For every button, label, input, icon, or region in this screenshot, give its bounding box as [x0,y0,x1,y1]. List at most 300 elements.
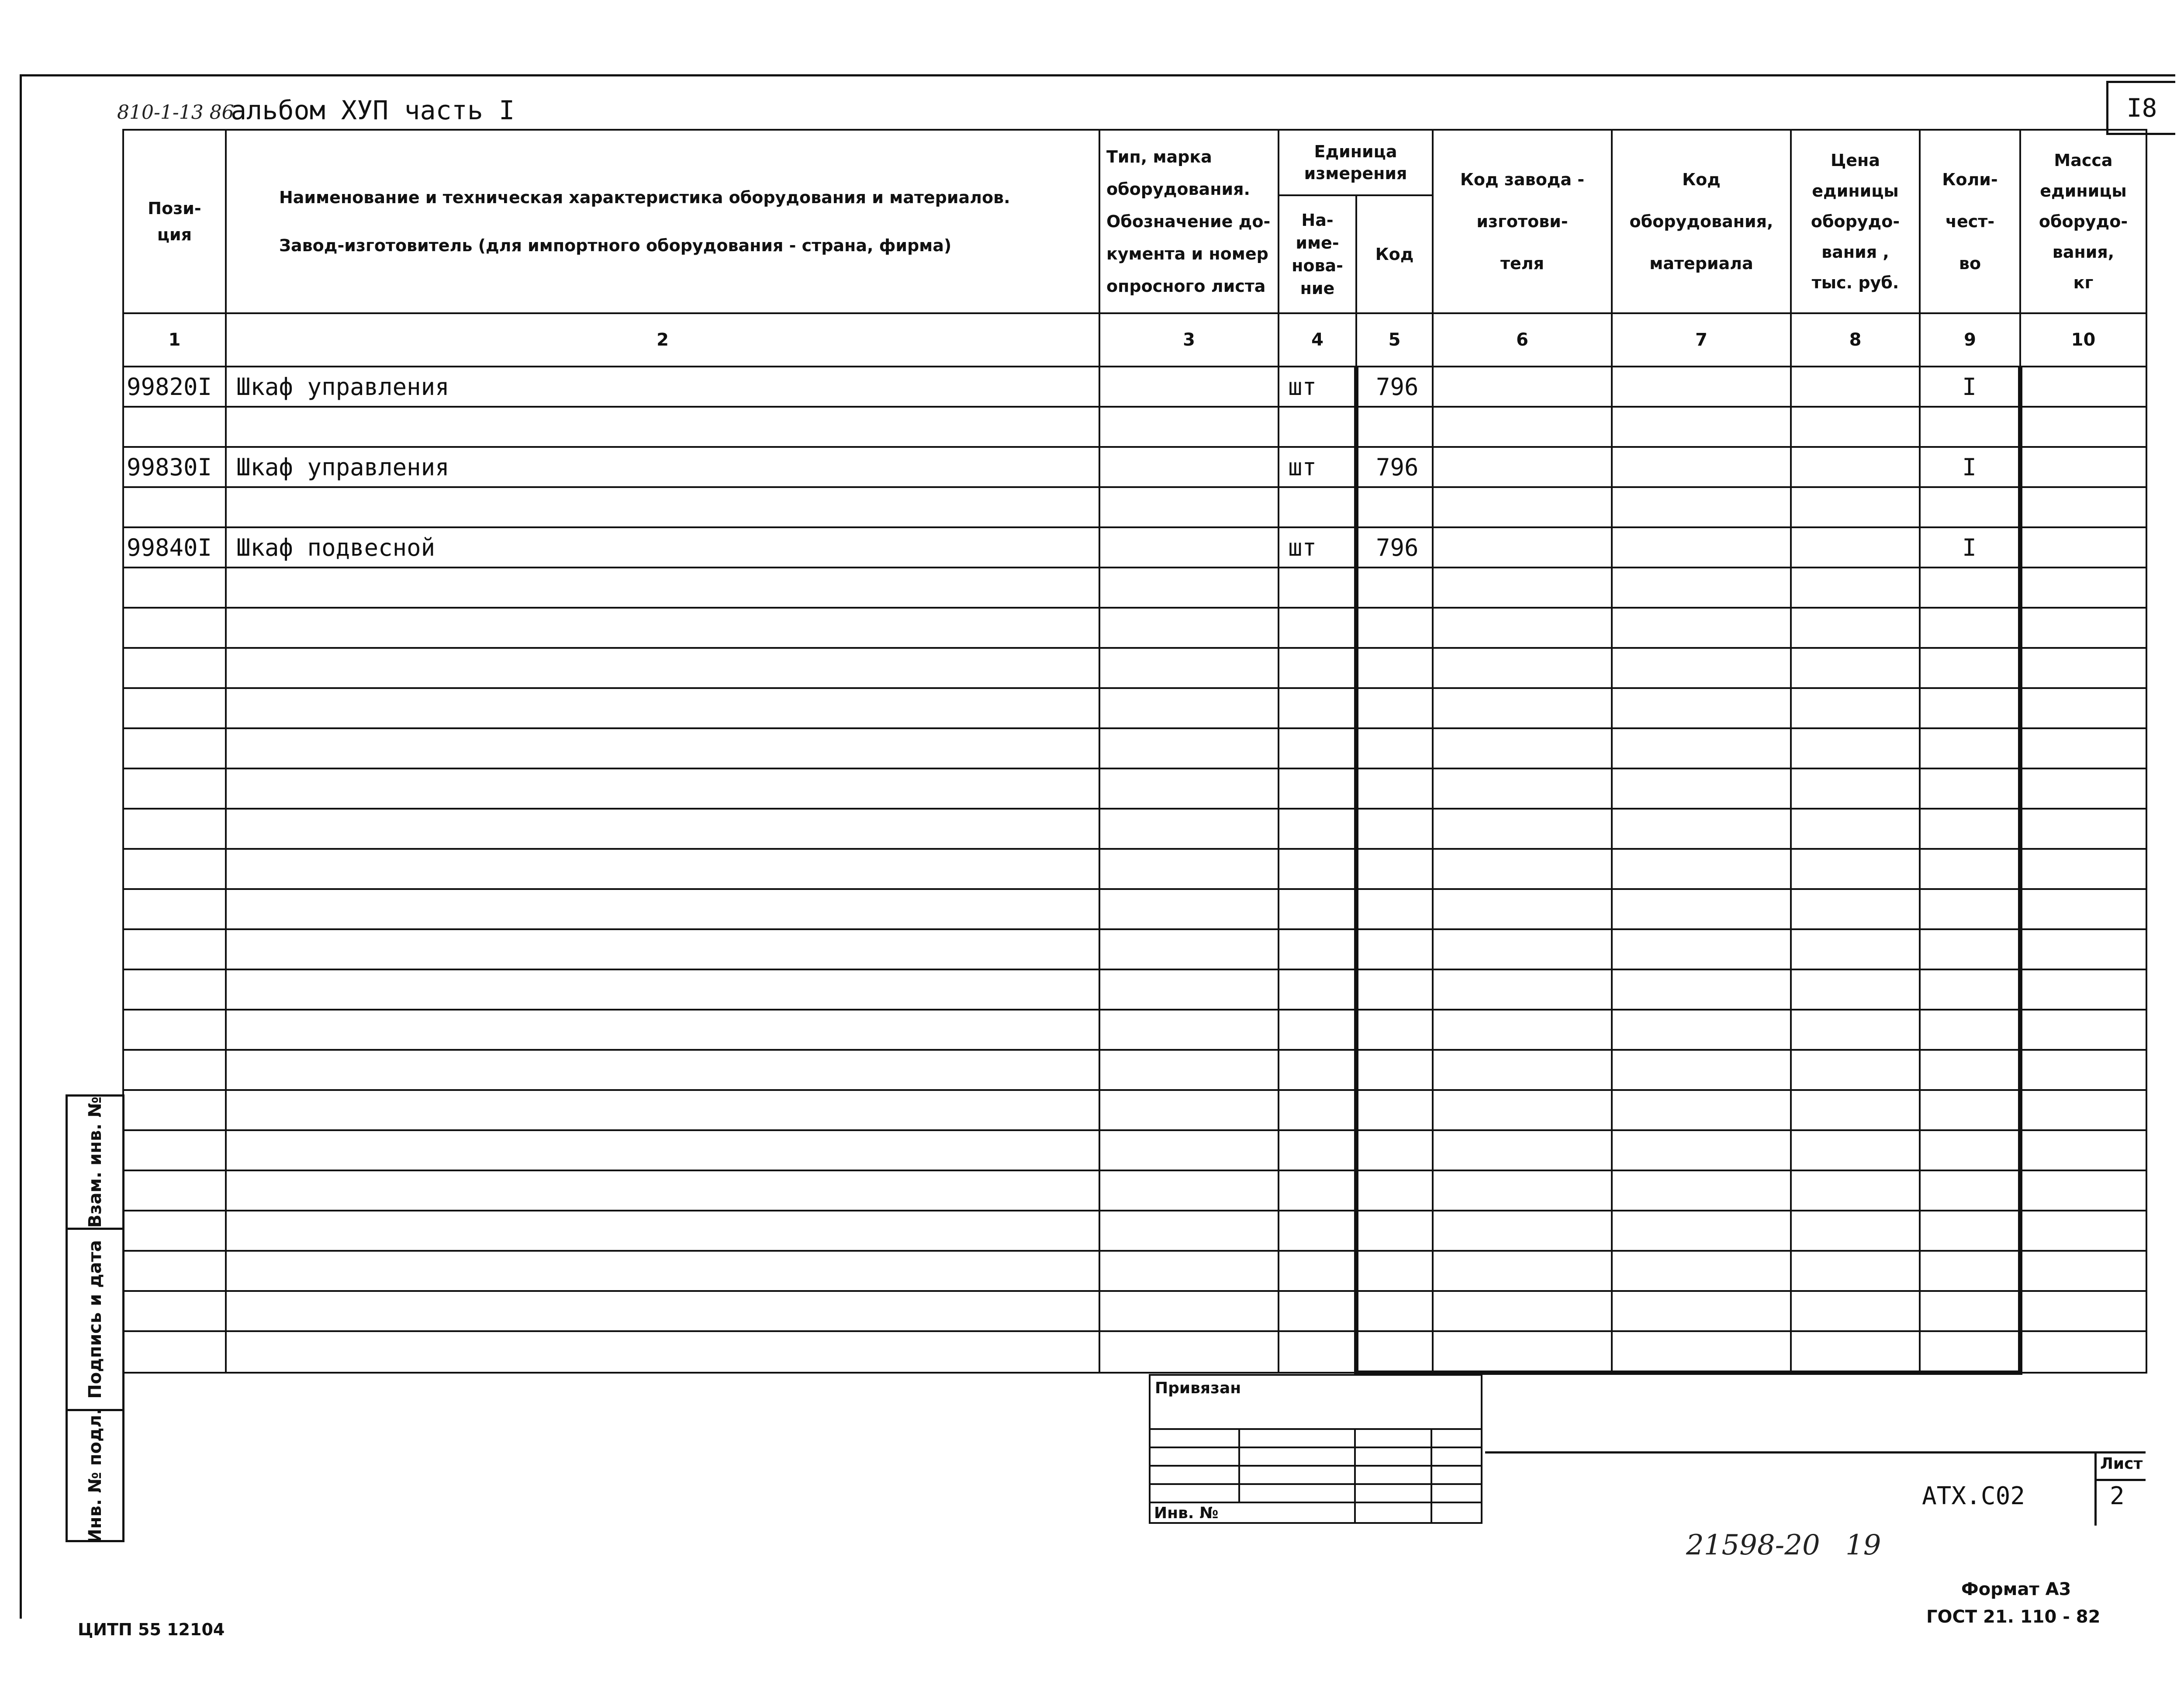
empty-cell [1279,1331,1356,1373]
header-type: Тип, марка оборудования. Обозначение до- кумента и номер опросного листа [1099,130,1279,313]
empty-cell [1356,929,1433,969]
empty-cell [1279,768,1356,809]
empty-cell [1279,568,1356,608]
empty-cell [1099,1010,1279,1050]
empty-cell [1099,1130,1279,1170]
table-row [123,1050,2146,1090]
empty-cell [123,648,226,688]
empty-cell [123,688,226,728]
sheet-cell-divider [2094,1479,2146,1481]
header-unit-code: Код [1356,195,1433,313]
side-stamp-podpis [66,1228,124,1411]
document-designation: АТХ.С02 [1922,1482,2025,1510]
cell-quantity [1920,407,2020,447]
empty-cell [1791,568,1920,608]
empty-cell [1279,1291,1356,1331]
empty-cell [226,648,1099,688]
page-number: I8 [2106,81,2175,135]
header-unit-group: Единица измерения [1279,130,1433,195]
empty-cell [1356,688,1433,728]
cell-factory-code [1433,527,1612,568]
empty-cell [2020,1291,2146,1331]
cell-position: 99840I [123,527,226,568]
empty-cell [2020,648,2146,688]
empty-cell [1099,929,1279,969]
empty-cell [1279,608,1356,648]
empty-cell [1279,1211,1356,1251]
empty-cell [2020,1251,2146,1291]
empty-cell [1356,1291,1433,1331]
empty-cell [2020,1050,2146,1090]
column-number: 10 [2020,313,2146,367]
empty-cell [1356,969,1433,1010]
empty-cell [123,1291,226,1331]
cell-name: Шкаф подвесной [226,527,1099,568]
empty-cell [226,1211,1099,1251]
empty-cell [226,768,1099,809]
empty-cell [1920,849,2020,889]
empty-cell [226,1130,1099,1170]
empty-cell [226,929,1099,969]
handwritten-reference: 810-1-13 86 [117,101,234,124]
empty-cell [1356,1331,1433,1373]
table-row [123,728,2146,768]
table-row [123,367,2146,407]
empty-cell [1433,1211,1612,1251]
empty-cell [1099,1170,1279,1211]
empty-cell [1920,1291,2020,1331]
empty-cell [1433,688,1612,728]
stamp-row [1150,1429,1482,1447]
empty-cell [2020,1130,2146,1170]
empty-cell [2020,568,2146,608]
empty-cell [1099,768,1279,809]
header-name-line1: Наименование и техническая характеристика оборудования и материалов. [279,188,1010,207]
empty-cell [2020,1010,2146,1050]
empty-cell [2020,728,2146,768]
cell-mass [2020,367,2146,407]
empty-cell [226,608,1099,648]
empty-cell [1433,969,1612,1010]
handwritten-suffix: 19 [1845,1529,1881,1561]
empty-cell [1791,969,1920,1010]
empty-cell [1920,809,2020,849]
empty-cell [1791,1251,1920,1291]
specification-table [122,129,2147,1375]
empty-cell [2020,1170,2146,1211]
empty-cell [1791,1090,1920,1130]
empty-cell [1612,648,1791,688]
cell-code: 796 [1356,447,1433,487]
cell-mass [2020,527,2146,568]
empty-cell [1612,688,1791,728]
empty-cell [1356,1050,1433,1090]
empty-cell [226,688,1099,728]
empty-cell [1433,1331,1612,1373]
empty-cell [1612,809,1791,849]
column-number: 8 [1791,313,1920,367]
empty-cell [1920,969,2020,1010]
empty-cell [1279,1170,1356,1211]
table-row [123,1170,2146,1211]
empty-cell [123,889,226,929]
empty-cell [123,728,226,768]
empty-cell [1099,1090,1279,1130]
cell-type [1099,367,1279,407]
cell-name: Шкаф управления [226,447,1099,487]
empty-cell [1920,768,2020,809]
cell-type [1099,407,1279,447]
empty-cell [1279,849,1356,889]
empty-cell [2020,1331,2146,1373]
empty-cell [1791,1170,1920,1211]
empty-cell [1099,1291,1279,1331]
cell-position: 99830I [123,447,226,487]
header-factory-code: Код завода - изготови- теля [1433,130,1612,313]
side-stamp-vzam [66,1094,124,1230]
cell-quantity: I [1920,367,2020,407]
empty-cell [1920,929,2020,969]
cell-equipment-code [1612,407,1791,447]
table-row [123,1251,2146,1291]
stamp-row [1150,1484,1482,1502]
empty-cell [1433,1090,1612,1130]
table-row [123,1211,2146,1251]
empty-cell [1433,568,1612,608]
column-number: 1 [123,313,226,367]
empty-cell [226,1090,1099,1130]
empty-cell [1356,1010,1433,1050]
empty-cell [1612,1291,1791,1331]
empty-cell [1279,1130,1356,1170]
cell-type [1099,487,1279,527]
album-title: альбом ХУП часть I [231,95,515,126]
empty-cell [1356,1211,1433,1251]
empty-cell [1791,688,1920,728]
title-block-divider [1485,1451,2146,1454]
cell-unit: шт [1279,447,1356,487]
empty-cell [2020,688,2146,728]
empty-cell [123,568,226,608]
empty-cell [226,889,1099,929]
empty-cell [1612,1251,1791,1291]
header-quantity: Коли- чест- во [1920,130,2020,313]
empty-cell [1433,1170,1612,1211]
table-row [123,889,2146,929]
empty-cell [1356,728,1433,768]
empty-cell [1433,929,1612,969]
empty-cell [123,1211,226,1251]
empty-cell [1356,768,1433,809]
empty-cell [1099,889,1279,929]
cell-unit [1279,407,1356,447]
empty-cell [1612,1010,1791,1050]
sheet-number: 2 [2110,1482,2125,1510]
stamp-inv-label: Инв. № [1150,1502,1355,1523]
empty-cell [123,768,226,809]
empty-cell [1791,1010,1920,1050]
cell-quantity [1920,487,2020,527]
empty-cell [1279,1010,1356,1050]
column-number: 2 [226,313,1099,367]
empty-cell [1791,648,1920,688]
table-row [123,1291,2146,1331]
column-number: 6 [1433,313,1612,367]
side-stamp-inv [66,1409,124,1542]
table-row [123,1090,2146,1130]
cell-factory-code [1433,367,1612,407]
empty-cell [1356,608,1433,648]
cell-mass [2020,487,2146,527]
empty-cell [1356,1251,1433,1291]
table-row [123,849,2146,889]
cell-name [226,407,1099,447]
empty-cell [1791,1331,1920,1373]
cell-mass [2020,407,2146,447]
empty-cell [226,1050,1099,1090]
empty-cell [1920,889,2020,929]
empty-cell [226,849,1099,889]
empty-cell [1791,849,1920,889]
empty-cell [1612,1090,1791,1130]
binding-stamp [1149,1374,1482,1524]
empty-cell [1791,889,1920,929]
cell-position [123,487,226,527]
header-unit-price: Цена единицы оборудо- вания , тыс. руб. [1791,130,1920,313]
empty-cell [2020,929,2146,969]
table-row [123,568,2146,608]
column-number: 9 [1920,313,2020,367]
empty-cell [1433,849,1612,889]
table-row [123,487,2146,527]
empty-cell [1791,608,1920,648]
empty-cell [1099,969,1279,1010]
cell-type [1099,447,1279,487]
privyazan-label: Привязан [1150,1375,1482,1429]
empty-cell [1791,929,1920,969]
empty-cell [1433,1010,1612,1050]
cell-quantity: I [1920,527,2020,568]
table-row [123,407,2146,447]
empty-cell [1433,809,1612,849]
empty-cell [123,1251,226,1291]
table-row [123,1130,2146,1170]
empty-cell [123,849,226,889]
empty-cell [1920,568,2020,608]
cell-equipment-code [1612,367,1791,407]
empty-cell [1356,1130,1433,1170]
empty-cell [2020,809,2146,849]
empty-cell [1612,608,1791,648]
side-label-inv: Инв. № подл. [85,1408,105,1544]
cell-code [1356,487,1433,527]
empty-cell [1791,1291,1920,1331]
cell-price [1791,447,1920,487]
empty-cell [2020,608,2146,648]
empty-cell [1791,728,1920,768]
empty-cell [1920,1251,2020,1291]
empty-cell [226,728,1099,768]
empty-cell [1099,648,1279,688]
empty-cell [1612,889,1791,929]
side-label-vzam: Взам. инв. № [85,1096,105,1228]
empty-cell [1279,648,1356,688]
empty-cell [1920,1050,2020,1090]
table-row [123,1331,2146,1373]
empty-cell [1791,809,1920,849]
table-row [123,929,2146,969]
cell-name: Шкаф управления [226,367,1099,407]
column-number: 7 [1612,313,1791,367]
empty-cell [1920,1331,2020,1373]
empty-cell [1433,1251,1612,1291]
empty-cell [1433,889,1612,929]
header-unit-name: На- име- нова- ние [1279,195,1356,313]
cell-position: 99820I [123,367,226,407]
cell-price [1791,367,1920,407]
empty-cell [1356,849,1433,889]
empty-cell [1433,1291,1612,1331]
empty-cell [1279,969,1356,1010]
empty-cell [1920,608,2020,648]
empty-cell [2020,889,2146,929]
empty-cell [1099,688,1279,728]
cell-unit: шт [1279,367,1356,407]
empty-cell [1433,648,1612,688]
empty-cell [1279,1251,1356,1291]
empty-cell [226,1170,1099,1211]
empty-cell [226,1331,1099,1373]
table-row [123,608,2146,648]
cell-type [1099,527,1279,568]
empty-cell [1279,1090,1356,1130]
empty-cell [1920,1010,2020,1050]
empty-cell [1356,1170,1433,1211]
handwritten-number: 21598-20 [1686,1529,1820,1561]
table-row [123,809,2146,849]
empty-cell [1433,728,1612,768]
empty-cell [1099,849,1279,889]
cell-price [1791,407,1920,447]
empty-cell [1612,768,1791,809]
empty-cell [1612,1331,1791,1373]
empty-cell [1791,1050,1920,1090]
empty-cell [1612,728,1791,768]
empty-cell [1920,648,2020,688]
empty-cell [123,1170,226,1211]
empty-cell [1356,568,1433,608]
empty-cell [1279,1050,1356,1090]
empty-cell [1433,1130,1612,1170]
empty-cell [2020,849,2146,889]
side-label-podpis: Подпись и дата [85,1240,105,1399]
empty-cell [1433,608,1612,648]
empty-cell [2020,768,2146,809]
empty-cell [1279,809,1356,849]
header-position: Пози- ция [123,130,226,313]
empty-cell [1279,688,1356,728]
empty-cell [1612,849,1791,889]
empty-cell [1099,608,1279,648]
empty-cell [1356,809,1433,849]
empty-cell [1279,728,1356,768]
empty-cell [226,1291,1099,1331]
empty-cell [1099,1211,1279,1251]
empty-cell [1356,1090,1433,1130]
empty-cell [226,568,1099,608]
empty-cell [1612,969,1791,1010]
cell-factory-code [1433,447,1612,487]
empty-cell [1356,648,1433,688]
empty-cell [2020,1090,2146,1130]
column-number: 3 [1099,313,1279,367]
empty-cell [123,1010,226,1050]
empty-cell [123,969,226,1010]
empty-cell [226,969,1099,1010]
header-name [226,130,1099,313]
column-number: 4 [1279,313,1356,367]
cell-code [1356,407,1433,447]
empty-cell [1791,1211,1920,1251]
header-unit-mass: Масса единицы оборудо- вания, кг [2020,130,2146,313]
empty-cell [123,809,226,849]
empty-cell [1612,568,1791,608]
empty-rows [123,568,2146,1373]
empty-cell [1279,929,1356,969]
table-row [123,648,2146,688]
empty-cell [226,1010,1099,1050]
table-row [123,969,2146,1010]
sheet-label: Лист [2100,1455,2143,1473]
table-row [123,1010,2146,1050]
table-row [123,527,2146,568]
empty-cell [226,809,1099,849]
empty-cell [1433,768,1612,809]
empty-cell [1612,1130,1791,1170]
empty-cell [1920,728,2020,768]
header-name-line2: Завод-изготовитель (для импортного оборудования - страна, фирма) [279,236,952,255]
cell-price [1791,487,1920,527]
cell-equipment-code [1612,447,1791,487]
cell-code: 796 [1356,367,1433,407]
citp-label: ЦИТП 55 12104 [78,1620,225,1639]
cell-quantity: I [1920,447,2020,487]
empty-cell [1279,889,1356,929]
table-row [123,688,2146,728]
stamp-row [1150,1447,1482,1466]
header-equipment-code: Код оборудования, материала [1612,130,1791,313]
cell-unit [1279,487,1356,527]
cell-factory-code [1433,407,1612,447]
empty-cell [123,1050,226,1090]
empty-cell [226,1251,1099,1291]
empty-cell [1612,1211,1791,1251]
cell-mass [2020,447,2146,487]
empty-cell [1099,568,1279,608]
cell-unit: шт [1279,527,1356,568]
empty-cell [123,1130,226,1170]
cell-factory-code [1433,487,1612,527]
cell-code: 796 [1356,527,1433,568]
empty-cell [1920,1090,2020,1130]
empty-cell [1920,1170,2020,1211]
cell-equipment-code [1612,527,1791,568]
empty-cell [1920,1211,2020,1251]
empty-cell [1099,809,1279,849]
empty-cell [1099,728,1279,768]
empty-cell [1612,929,1791,969]
empty-cell [1433,1050,1612,1090]
